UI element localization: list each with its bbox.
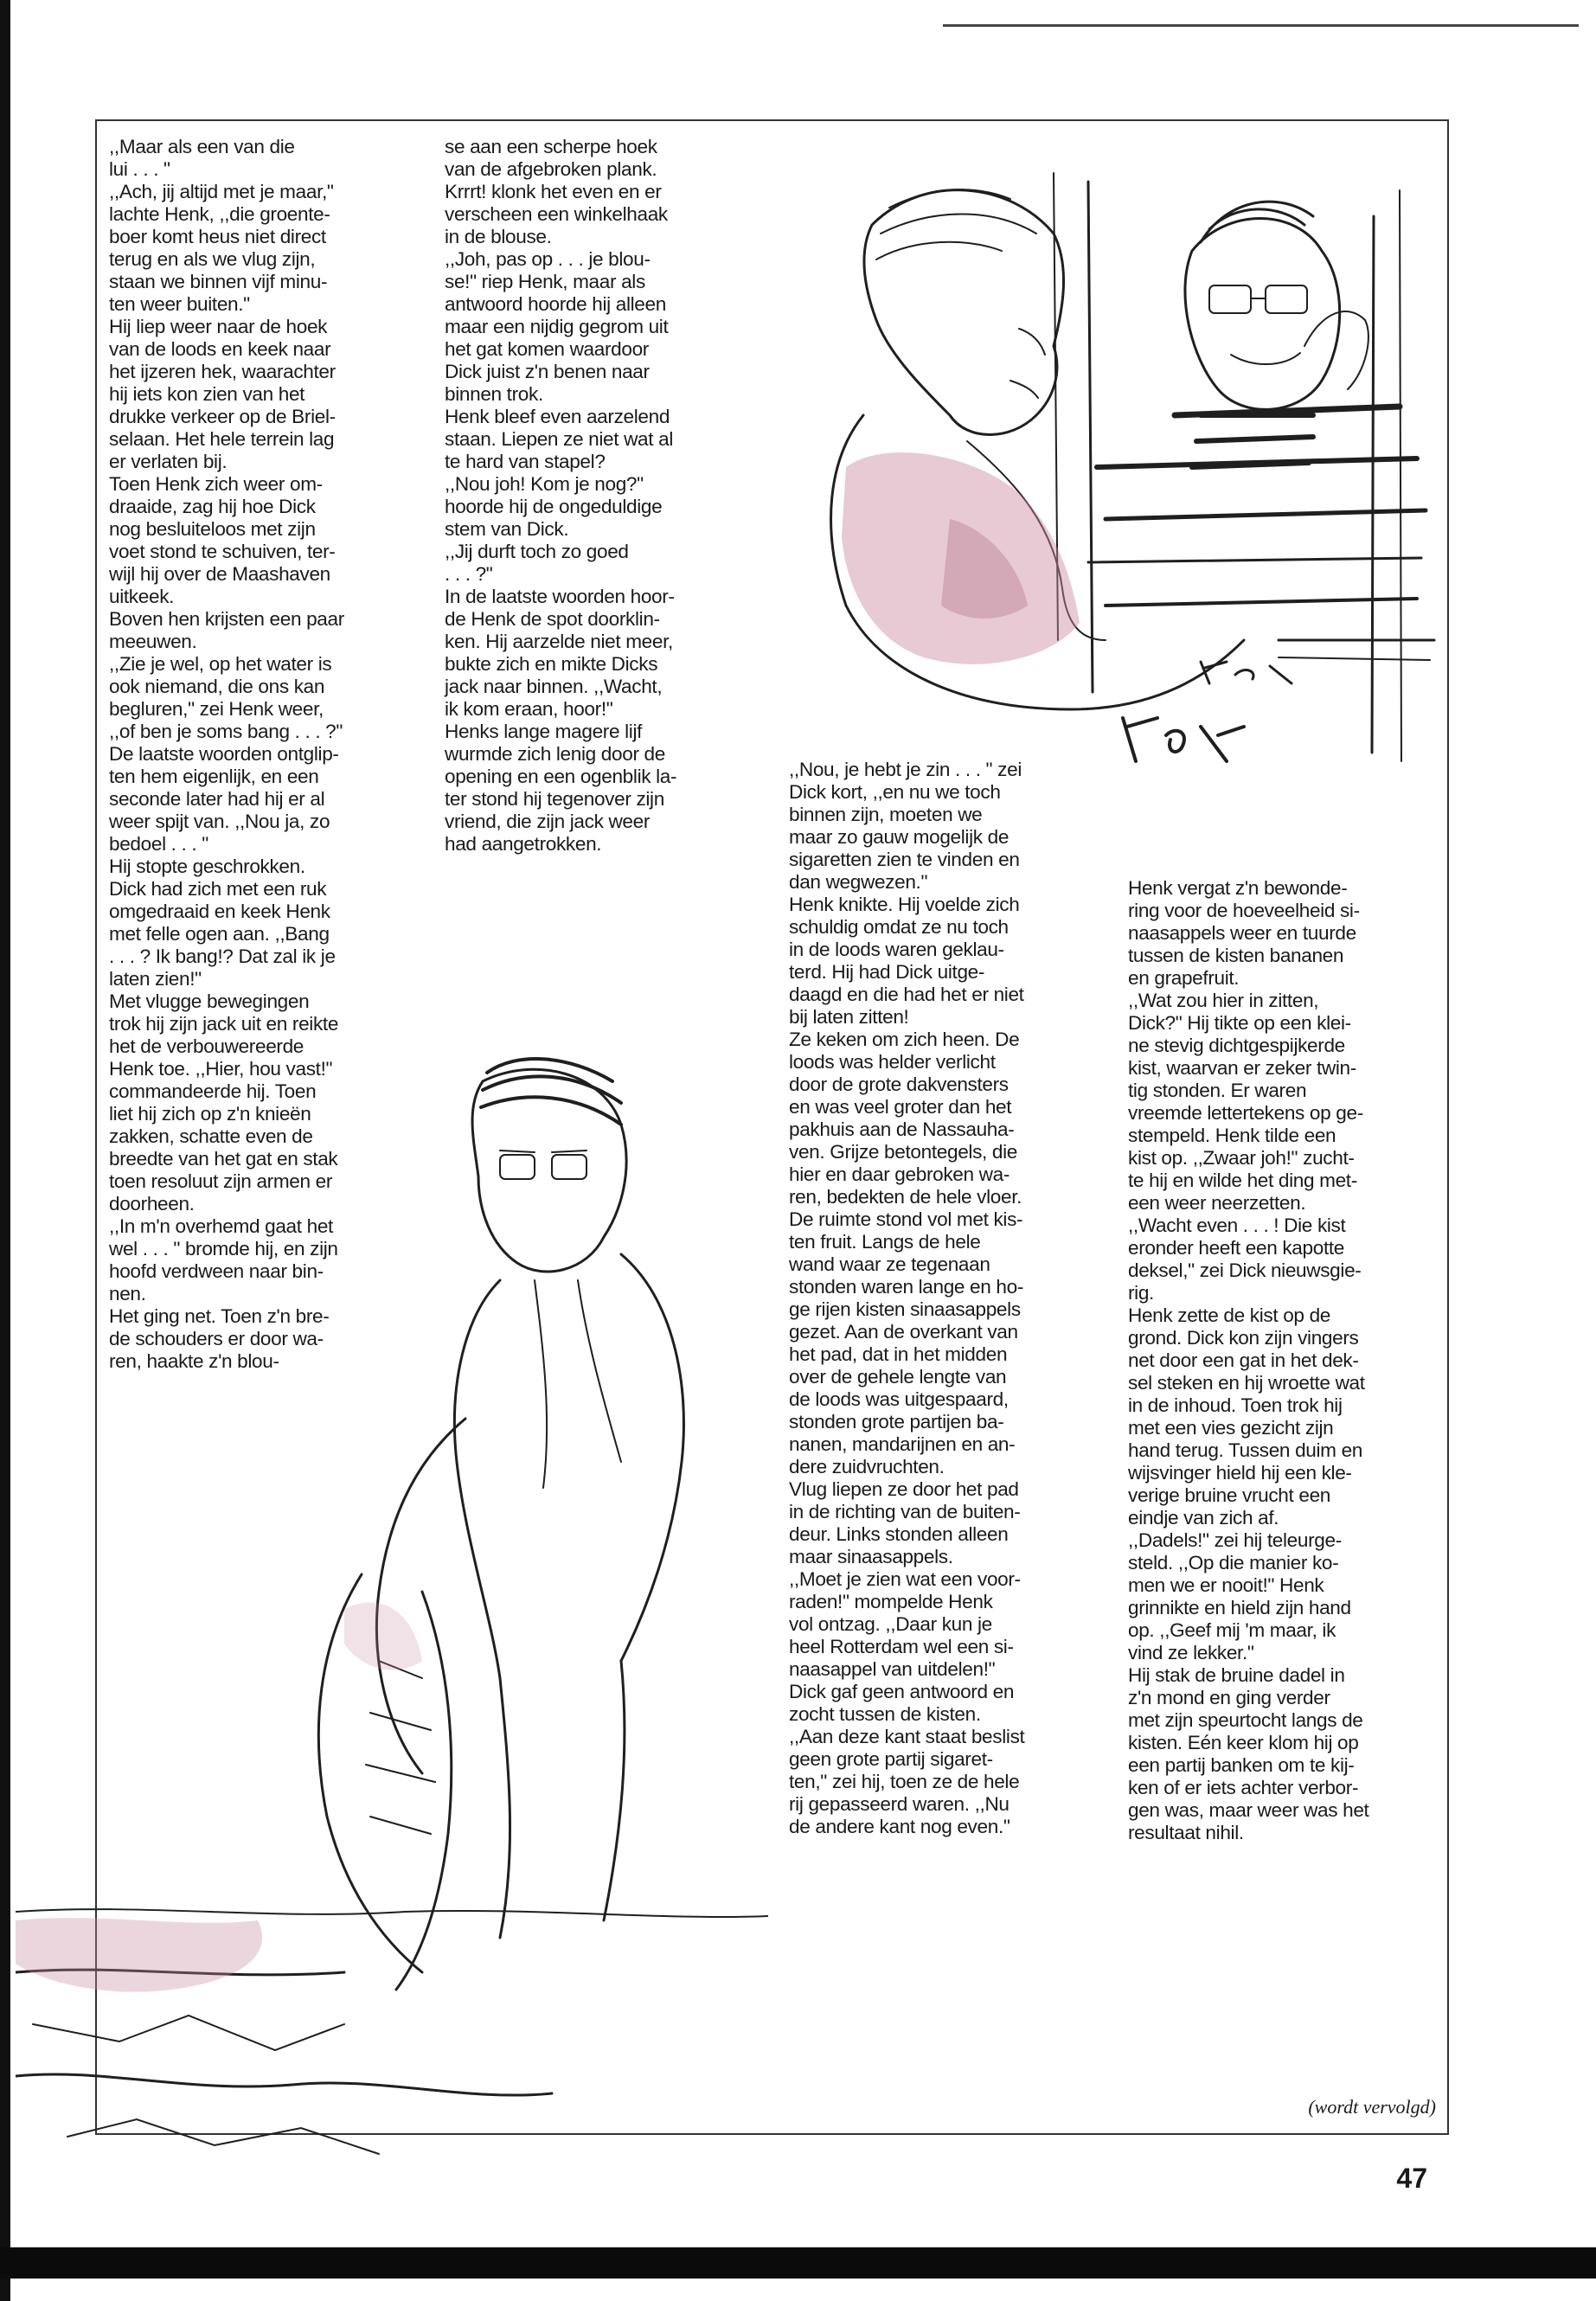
text-line: te hij en wilde het ding met-	[1128, 1170, 1357, 1191]
continued-note: (wordt vervolgd)	[1308, 2096, 1436, 2118]
text-line: een weer neerzetten.	[1128, 1192, 1306, 1214]
text-line: Hij liep weer naar de hoek	[109, 316, 328, 337]
text-line: ,,Zie je wel, op het water is	[109, 653, 332, 675]
text-line: naasappel van uitdelen!"	[789, 1658, 996, 1680]
text-line: ,,Dadels!" zei hij teleurge-	[1128, 1529, 1342, 1551]
text-line: van de loods en keek naar	[109, 338, 331, 360]
text-line: er verlaten bij.	[109, 451, 228, 472]
text-line: kist, waarvan er zeker twin-	[1128, 1057, 1356, 1079]
text-line: se!" riep Henk, maar als	[445, 271, 645, 292]
text-line: rig.	[1128, 1282, 1154, 1304]
text-line: hij iets kon zien van het	[109, 383, 305, 405]
text-line: het gat komen waardoor	[445, 338, 649, 360]
text-line: Henk toe. ,,Hier, hou vast!"	[109, 1058, 333, 1080]
text-line: wurmde zich lenig door de	[445, 743, 665, 765]
text-line: . . . ?"	[445, 563, 493, 585]
text-line: Dick kort, ,,en nu we toch	[789, 781, 1001, 803]
text-line: Henk vergat z'n bewonde-	[1128, 877, 1348, 899]
text-line: pakhuis aan de Nassauha-	[789, 1118, 1015, 1140]
text-line: ge rijen kisten sinaasappels	[789, 1298, 1021, 1320]
text-line: staan we binnen vijf minu-	[109, 271, 328, 292]
text-line: ook niemand, die ons kan	[109, 676, 325, 697]
text-line: toen resoluut zijn armen er	[109, 1170, 333, 1192]
text-line: naasappels weer en tuurde	[1128, 922, 1356, 944]
text-line: schuldig omdat ze nu toch	[789, 916, 1009, 938]
text-line: tig stonden. Er waren	[1128, 1080, 1307, 1101]
text-line: vreemde lettertekens op ge-	[1128, 1102, 1363, 1124]
text-line: terug en als we vlug zijn,	[109, 248, 316, 270]
text-line: wel . . . " bromde hij, en zijn	[109, 1238, 338, 1259]
text-column-4	[1128, 877, 1439, 1844]
text-line: drukke verkeer op de Briel-	[109, 406, 336, 427]
text-line: tussen de kisten bananen	[1128, 945, 1344, 966]
text-line: en grapefruit.	[1128, 967, 1240, 989]
text-line: zocht tussen de kisten.	[789, 1703, 981, 1725]
text-line: Krrrt! klonk het even en er	[445, 181, 662, 202]
text-line: maar sinaasappels.	[789, 1546, 953, 1567]
text-line: in de loods waren geklau-	[789, 939, 1004, 960]
text-line: te hard van stapel?	[445, 451, 606, 472]
text-line: bedoel . . . "	[109, 833, 208, 855]
text-column-1	[109, 136, 420, 1373]
text-line: sel steken en hij wroette wat	[1128, 1372, 1365, 1394]
text-line: ,,In m'n overhemd gaat het	[109, 1215, 333, 1237]
text-line: Henk zette de kist op de	[1128, 1304, 1330, 1326]
text-line: men we er nooit!" Henk	[1128, 1574, 1324, 1596]
text-line: seconde later had hij er al	[109, 788, 325, 810]
text-line: ten," zei hij, toen ze de hele	[789, 1771, 1020, 1792]
text-line: binnen zijn, moeten we	[789, 804, 983, 825]
text-line: een partij banken om te kij-	[1128, 1754, 1355, 1776]
text-line: wijsvinger hield hij een kle-	[1128, 1462, 1352, 1484]
text-line: ,,Aan deze kant staat beslist	[789, 1726, 1025, 1747]
text-line: begluren," zei Henk weer,	[109, 698, 324, 720]
text-line: vind ze lekker."	[1128, 1642, 1254, 1663]
text-line: laten zien!"	[109, 968, 202, 990]
text-line: maar zo gauw mogelijk de	[789, 826, 1010, 848]
text-line: breedte van het gat en stak	[109, 1148, 338, 1170]
text-line: met felle ogen aan. ,,Bang	[109, 923, 330, 945]
text-line: dan wegwezen."	[789, 871, 928, 893]
text-column-2	[445, 136, 756, 856]
text-line: eindje van zich af.	[1128, 1507, 1279, 1529]
text-line: verscheen een winkelhaak	[445, 203, 668, 225]
scan-edge-left	[0, 0, 10, 2301]
text-line: ,,of ben je soms bang . . . ?"	[109, 721, 343, 742]
text-line: heel Rotterdam wel een si-	[789, 1636, 1014, 1657]
text-line: steld. ,,Op die manier ko-	[1128, 1552, 1339, 1574]
text-line: Ze keken om zich heen. De	[789, 1029, 1020, 1050]
text-line: maar een nijdig gegrom uit	[445, 316, 669, 337]
text-line: uitkeek.	[109, 586, 175, 607]
text-line: ,,Ach, jij altijd met je maar,"	[109, 181, 334, 202]
text-line: kisten. Eén keer klom hij op	[1128, 1732, 1359, 1753]
text-line: ring voor de hoeveelheid si-	[1128, 900, 1360, 921]
text-line: in de inhoud. Toen trok hij	[1128, 1394, 1343, 1416]
text-line: Hij stopte geschrokken.	[109, 856, 305, 877]
text-line: vriend, die zijn jack weer	[445, 811, 651, 832]
text-line: doorheen.	[109, 1193, 195, 1215]
text-line: stem van Dick.	[445, 518, 569, 540]
text-line: boer komt heus niet direct	[109, 226, 326, 247]
text-line: in de richting van de buiten-	[789, 1501, 1021, 1522]
text-line: loods was helder verlicht	[789, 1051, 996, 1073]
text-line: hand terug. Tussen duim en	[1128, 1439, 1362, 1461]
text-line: ,,Wat zou hier in zitten,	[1128, 990, 1319, 1011]
text-line: meeuwen.	[109, 631, 197, 652]
text-line: In de laatste woorden hoor-	[445, 586, 675, 607]
text-line: ,,Joh, pas op . . . je blou-	[445, 248, 651, 270]
text-line: ren, bedekten de hele vloer.	[789, 1186, 1022, 1208]
text-line: het ijzeren hek, waarachter	[109, 361, 336, 382]
text-line: ,,Moet je zien wat een voor-	[789, 1568, 1021, 1590]
text-line: Het ging net. Toen z'n bre-	[109, 1305, 330, 1327]
text-line: De laatste woorden ontglip-	[109, 743, 339, 765]
text-line: het de verbouwereerde	[109, 1035, 304, 1057]
text-line: lui . . . "	[109, 158, 170, 180]
text-line: De ruimte stond vol met kis-	[789, 1208, 1023, 1230]
text-line: ven. Grijze betontegels, die	[789, 1141, 1017, 1163]
text-line: draaide, zag hij hoe Dick	[109, 496, 316, 517]
text-line: nanen, mandarijnen en an-	[789, 1433, 1016, 1455]
text-line: jack naar binnen. ,,Wacht,	[445, 676, 663, 697]
text-line: daagd en die had het er niet	[789, 984, 1024, 1005]
text-line: ren, haakte z'n blou-	[109, 1350, 279, 1372]
text-line: ik kom eraan, hoor!"	[445, 698, 613, 720]
text-line: bij laten zitten!	[789, 1006, 909, 1028]
text-line: Henk knikte. Hij voelde zich	[789, 894, 1020, 915]
text-line: ten fruit. Langs de hele	[789, 1231, 981, 1253]
text-line: Vlug liepen ze door het pad	[789, 1478, 1019, 1500]
text-line: nog besluiteloos met zijn	[109, 518, 316, 540]
text-line: nen.	[109, 1283, 146, 1304]
text-line: ten hem eigenlijk, en een	[109, 766, 319, 787]
text-line: gezet. Aan de overkant van	[789, 1321, 1018, 1343]
text-line: stempeld. Henk tilde een	[1128, 1125, 1336, 1146]
text-line: trok hij zijn jack uit en reikte	[109, 1013, 339, 1035]
text-line: over de gehele lengte van	[789, 1366, 1007, 1388]
text-line: bukte zich en mikte Dicks	[445, 653, 658, 675]
text-line: hoofd verdween naar bin-	[109, 1260, 324, 1282]
text-line: in de blouse.	[445, 226, 552, 247]
text-line: de schouders er door wa-	[109, 1328, 324, 1349]
text-line: de andere kant nog even."	[789, 1816, 1010, 1837]
text-line: deksel," zei Dick nieuwsgie-	[1128, 1259, 1362, 1281]
text-line: voet stond te schuiven, ter-	[109, 541, 336, 562]
text-line: de loods was uitgespaard,	[789, 1388, 1009, 1410]
two-boys-ink-illustration	[794, 156, 1439, 830]
text-line: Dick had zich met een ruk	[109, 878, 327, 900]
text-line: en was veel groter dan het	[789, 1096, 1012, 1118]
text-line: wijl hij over de Maashaven	[109, 563, 330, 585]
text-line: Henks lange magere lijf	[445, 721, 643, 742]
text-line: op. ,,Geef mij 'm maar, ik	[1128, 1619, 1336, 1641]
page-number: 47	[1396, 2163, 1427, 2194]
text-line: de Henk de spot doorklin-	[445, 608, 660, 630]
text-line: opening en een ogenblik la-	[445, 766, 677, 787]
text-line: door de grote dakvensters	[789, 1074, 1009, 1095]
text-line: Dick juist z'n benen naar	[445, 361, 650, 382]
text-line: gen was, maar weer was het	[1128, 1799, 1369, 1821]
text-line: wand waar ze tegenaan	[789, 1253, 990, 1275]
text-line: . . . ? Ik bang!? Dat zal ik je	[109, 945, 336, 967]
text-line: selaan. Het hele terrein lag	[109, 428, 335, 450]
text-line: zakken, schatte even de	[109, 1125, 313, 1147]
text-line: ken. Hij aarzelde niet meer,	[445, 631, 673, 652]
text-line: antwoord hoorde hij alleen	[445, 293, 666, 315]
text-line: ten weer buiten."	[109, 293, 250, 315]
text-line: se aan een scherpe hoek	[445, 136, 657, 157]
text-line: grinnikte en hield zijn hand	[1128, 1597, 1351, 1618]
text-line: met zijn speurtocht langs de	[1128, 1709, 1363, 1731]
text-line: binnen trok.	[445, 383, 543, 405]
text-line: ,,Nou joh! Kom je nog?"	[445, 473, 644, 495]
text-line: stonden waren lange en ho-	[789, 1276, 1024, 1298]
text-line: Toen Henk zich weer om-	[109, 473, 323, 495]
text-line: grond. Dick kon zijn vingers	[1128, 1327, 1359, 1349]
text-line: had aangetrokken.	[445, 833, 602, 855]
text-line: Boven hen krijsten een paar	[109, 608, 344, 630]
text-line: ,,Jij durft toch zo goed	[445, 541, 629, 562]
text-line: stonden grote partijen ba-	[789, 1411, 1004, 1433]
text-line: resultaat nihil.	[1128, 1822, 1244, 1843]
text-line: omgedraaid en keek Henk	[109, 901, 330, 922]
text-line: met een vies gezicht zijn	[1128, 1417, 1334, 1439]
text-line: eronder heeft een kapotte	[1128, 1237, 1345, 1259]
text-line: verige bruine vrucht een	[1128, 1484, 1330, 1506]
text-line: terd. Hij had Dick uitge-	[789, 961, 985, 983]
text-line: raden!" mompelde Henk	[789, 1591, 993, 1612]
scan-edge-bottom	[0, 2247, 1596, 2279]
text-line: Dick?" Hij tikte op een klei-	[1128, 1012, 1351, 1034]
text-line: hier en daar gebroken wa-	[789, 1163, 1010, 1185]
text-line: Dick gaf geen antwoord en	[789, 1681, 1015, 1702]
text-line: commandeerde hij. Toen	[109, 1080, 317, 1102]
text-line: het pad, dat in het midden	[789, 1343, 1008, 1365]
text-line: ,,Wacht even . . . ! Die kist	[1128, 1215, 1346, 1236]
text-line: liet hij zich op z'n knieën	[109, 1103, 311, 1125]
top-rule	[943, 24, 1579, 27]
text-line: hoorde hij de ongeduldige	[445, 496, 663, 517]
text-line: kist op. ,,Zwaar joh!" zucht-	[1128, 1147, 1355, 1169]
text-line: ne stevig dichtgespijkerde	[1128, 1035, 1345, 1056]
text-line: Henk bleef even aarzelend	[445, 406, 670, 427]
text-column-3	[789, 759, 1111, 1838]
text-line: geen grote partij sigaret-	[789, 1748, 993, 1770]
text-line: ken of er iets achter verbor-	[1128, 1777, 1359, 1798]
text-line: ,,Maar als een van die	[109, 136, 295, 157]
text-line: Met vlugge bewegingen	[109, 990, 310, 1012]
text-line: sigaretten zien te vinden en	[789, 849, 1020, 870]
text-line: rij gepasseerd waren. ,,Nu	[789, 1793, 1010, 1815]
text-line: deur. Links stonden alleen	[789, 1523, 1009, 1545]
text-line: ter stond hij tegenover zijn	[445, 788, 664, 810]
text-line: net door een gat in het dek-	[1128, 1349, 1359, 1371]
text-line: weer spijt van. ,,Nou ja, zo	[109, 811, 330, 832]
text-line: ,,Nou, je hebt je zin . . . " zei	[789, 759, 1022, 780]
text-line: z'n mond en ging verder	[1128, 1687, 1330, 1708]
text-line: Hij stak de bruine dadel in	[1128, 1664, 1345, 1686]
text-line: dere zuidvruchten.	[789, 1456, 945, 1477]
text-line: van de afgebroken plank.	[445, 158, 657, 180]
text-line: lachte Henk, ,,die groente-	[109, 203, 330, 225]
text-line: vol ontzag. ,,Daar kun je	[789, 1613, 992, 1635]
text-line: staan. Liepen ze niet wat al	[445, 428, 674, 450]
